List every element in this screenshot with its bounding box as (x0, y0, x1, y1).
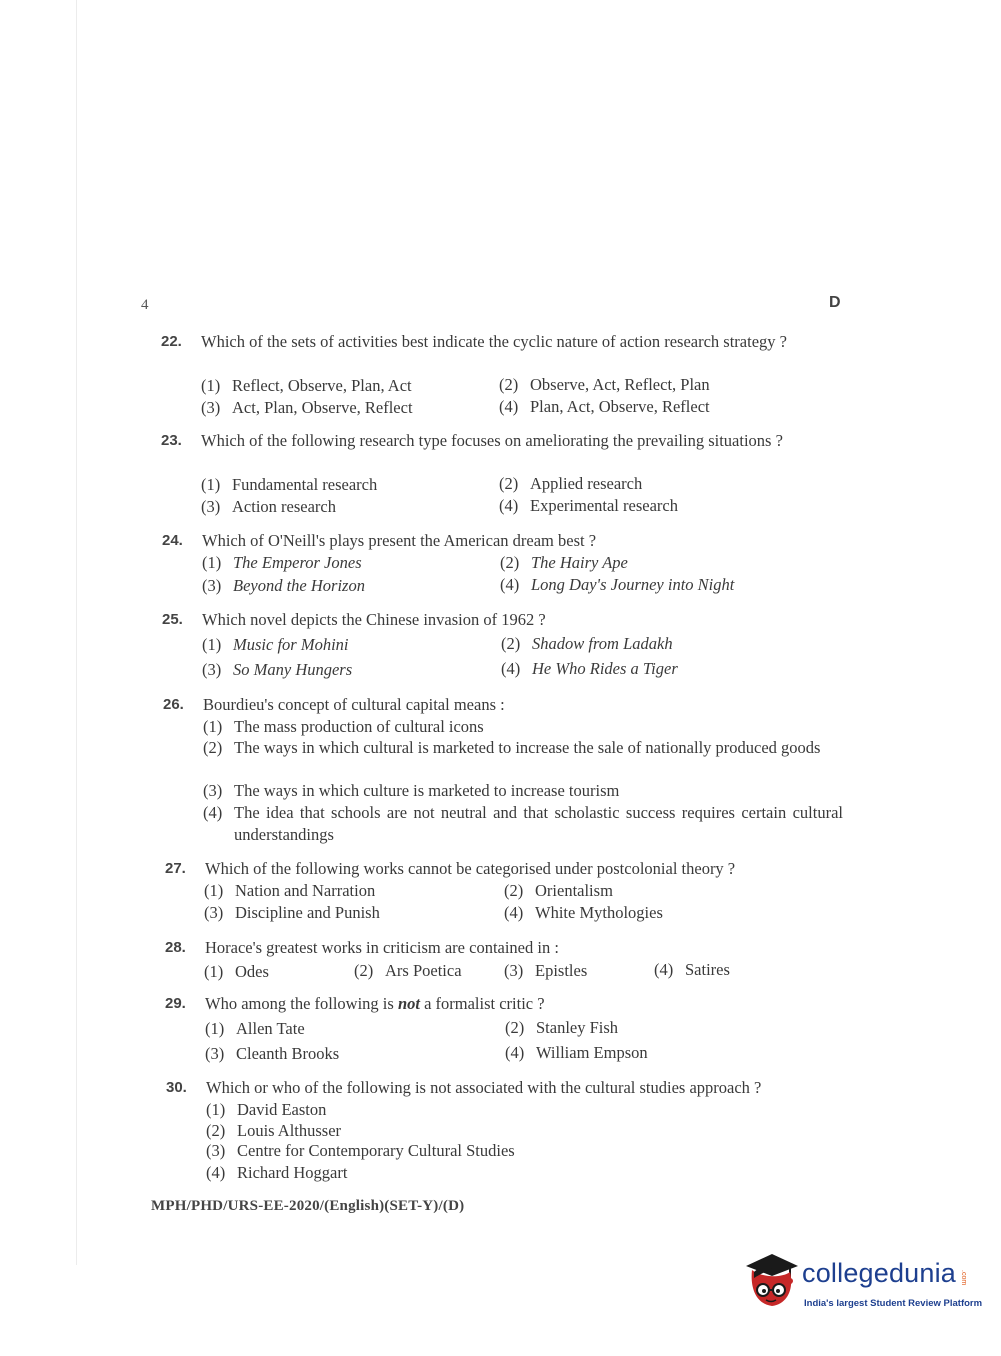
option-number: (3) (205, 1044, 225, 1063)
option-3 (202, 575, 365, 597)
option-text: The Emperor Jones (233, 553, 362, 572)
option-number: (4) (505, 1043, 525, 1062)
question-number: 26. (163, 696, 184, 713)
option-3 (204, 902, 380, 924)
option-number: (1) (202, 553, 222, 572)
option-3 (504, 960, 587, 982)
option-number: (4) (499, 496, 519, 515)
question-text: Which of the following research type focuses on ameliorating the prevailing situations ? (201, 431, 783, 450)
option-text: Discipline and Punish (235, 903, 380, 922)
brand-suffix: .com (960, 1270, 967, 1286)
option-1 (205, 1018, 305, 1040)
option-text: Experimental research (530, 496, 678, 515)
option-1 (201, 375, 412, 397)
option-text: Long Day's Journey into Night (531, 575, 735, 594)
option-4 (505, 1042, 648, 1064)
question-number: 22. (161, 333, 182, 350)
option-2 (354, 960, 462, 982)
option-1 (202, 552, 362, 574)
question-text-emphasis: not (397, 994, 420, 1013)
option-text: The mass production of cultural icons (234, 717, 484, 736)
question-number: 28. (165, 939, 186, 956)
option-number: (3) (202, 576, 222, 595)
question-text-start: Who among the following is (205, 994, 398, 1013)
option-number: (4) (206, 1163, 226, 1182)
option-4 (203, 802, 843, 846)
option-1 (204, 961, 269, 983)
question-number: 27. (165, 860, 186, 877)
option-number: (1) (205, 1019, 225, 1038)
option-text: Action research (232, 497, 336, 516)
option-number: (2) (499, 474, 519, 493)
option-3 (201, 397, 413, 419)
option-number: (2) (501, 634, 521, 653)
option-2 (499, 374, 710, 396)
option-number: (2) (504, 881, 524, 900)
option-2 (504, 880, 613, 902)
option-number: (3) (201, 497, 221, 516)
page-number: 4 (141, 297, 149, 313)
question-text: Which or who of the following is not associated with the cultural studies approach ? (206, 1078, 762, 1097)
option-4 (654, 959, 730, 981)
option-text: Satires (685, 960, 730, 979)
paper-code-footer: MPH/PHD/URS-EE-2020/(English)(SET-Y)/(D) (151, 1198, 465, 1214)
option-number: (2) (354, 961, 374, 980)
brand-name: collegedunia (802, 1258, 957, 1288)
option-text: Odes (235, 962, 269, 981)
option-text: Beyond the Horizon (233, 576, 365, 595)
option-number: (3) (206, 1141, 226, 1160)
option-4 (499, 495, 678, 517)
option-number: (3) (202, 660, 222, 679)
option-text: Cleanth Brooks (236, 1044, 340, 1063)
option-text: Act, Plan, Observe, Reflect (232, 398, 413, 417)
option-2 (501, 633, 673, 655)
option-4 (206, 1162, 347, 1184)
option-3 (206, 1140, 515, 1162)
option-text: White Mythologies (535, 903, 663, 922)
option-3 (203, 780, 843, 802)
option-text: David Easton (237, 1100, 327, 1119)
option-text: William Empson (536, 1043, 648, 1062)
option-text: The ways in which cultural is marketed to increase the sale of nationally produced goods (234, 738, 821, 757)
option-text: Fundamental research (232, 475, 378, 494)
option-number: (1) (201, 475, 221, 494)
option-2 (499, 473, 642, 495)
option-text: Shadow from Ladakh (532, 634, 673, 653)
graduate-mascot-icon (742, 1248, 800, 1310)
option-number: (1) (204, 881, 224, 900)
option-text: Stanley Fish (536, 1018, 619, 1037)
set-code: D (829, 294, 841, 311)
option-number: (2) (500, 553, 520, 572)
question-text: Which of O'Neill's plays present the American dream best ? (202, 531, 597, 550)
option-4 (499, 396, 710, 418)
page-margin-line (76, 0, 77, 1265)
question-text: Which of the following works cannot be categorised under postcolonial theory ? (205, 859, 736, 878)
option-1 (203, 716, 843, 738)
option-1 (204, 880, 375, 902)
question-number: 24. (162, 532, 183, 549)
option-1 (201, 474, 377, 496)
option-3 (205, 1043, 339, 1065)
option-text: Observe, Act, Reflect, Plan (530, 375, 710, 394)
option-text: Reflect, Observe, Plan, Act (232, 376, 412, 395)
option-text: Louis Althusser (237, 1121, 342, 1140)
option-text: Epistles (535, 961, 588, 980)
option-text: So Many Hungers (233, 660, 353, 679)
option-1 (206, 1099, 326, 1121)
option-2 (203, 737, 843, 759)
option-number: (4) (654, 960, 674, 979)
option-number: (3) (504, 961, 524, 980)
option-4 (504, 902, 663, 924)
option-number: (4) (501, 659, 521, 678)
question-text: Horace's greatest works in criticism are contained in : (205, 938, 559, 957)
option-number: (3) (201, 398, 221, 417)
question-number: 23. (161, 432, 182, 449)
option-number: (4) (500, 575, 520, 594)
option-text: Centre for Contemporary Cultural Studies (237, 1141, 515, 1160)
question-text (205, 993, 841, 1015)
option-number: (3) (204, 903, 224, 922)
option-text: Nation and Narration (235, 881, 376, 900)
option-text: He Who Rides a Tiger (532, 659, 678, 678)
option-text: Plan, Act, Observe, Reflect (530, 397, 710, 416)
option-number: (1) (204, 962, 224, 981)
option-text: The Hairy Ape (531, 553, 628, 572)
question-number: 25. (162, 611, 183, 628)
question-text: Bourdieu's concept of cultural capital means : (203, 695, 505, 714)
option-text: Applied research (530, 474, 643, 493)
option-number: (1) (202, 635, 222, 654)
option-3 (201, 496, 336, 518)
option-number: (1) (201, 376, 221, 395)
option-number: (1) (206, 1100, 226, 1119)
option-text: Orientalism (535, 881, 613, 900)
option-2 (500, 552, 628, 574)
option-number: (2) (206, 1121, 226, 1140)
option-2 (505, 1017, 618, 1039)
collegedunia-logo (742, 1248, 983, 1318)
question-text-end: a formalist critic ? (419, 994, 545, 1013)
option-text: Ars Poetica (385, 961, 462, 980)
option-4 (500, 574, 734, 596)
option-number: (4) (499, 397, 519, 416)
question-number: 30. (166, 1079, 187, 1096)
option-4 (501, 658, 678, 680)
option-number: (3) (203, 781, 223, 800)
option-3 (202, 659, 352, 681)
option-text: Richard Hoggart (237, 1163, 348, 1182)
brand-tagline: India's largest Student Review Platform (804, 1298, 983, 1309)
option-number: (4) (203, 803, 223, 822)
option-2 (206, 1120, 341, 1142)
option-text: The ways in which culture is marketed to increase tourism (234, 781, 620, 800)
option-number: (1) (203, 717, 223, 736)
option-text: The idea that schools are not neutral and that scholastic success requires certain cultural understandings (234, 803, 843, 844)
option-text: Allen Tate (236, 1019, 305, 1038)
question-text: Which of the sets of activities best indicate the cyclic nature of action research strategy ? (201, 332, 787, 351)
option-1 (202, 634, 349, 656)
option-number: (2) (505, 1018, 525, 1037)
option-number: (4) (504, 903, 524, 922)
question-text: Which novel depicts the Chinese invasion of 1962 ? (202, 610, 546, 629)
option-text: Music for Mohini (233, 635, 349, 654)
option-number: (2) (203, 738, 223, 757)
question-number: 29. (165, 995, 186, 1012)
option-number: (2) (499, 375, 519, 394)
